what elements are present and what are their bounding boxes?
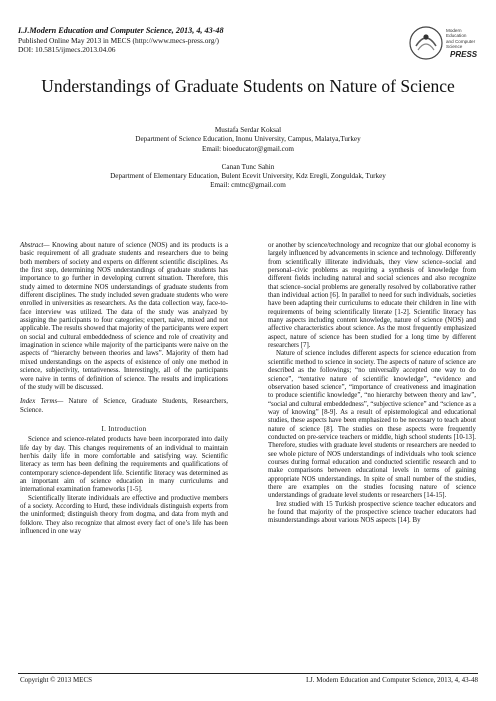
abstract-text: Knowing about nature of science (NOS) and its products is a basic requirement of all graduate students and researchers due to being both members of society and experts on different scientific disciplines. As the first step, determining NOS understandings of graduate students has importance to go further in developing current situation. Therefore, this study aimed to determine NOS understandings of graduate students from different disciplines. The study included seven graduate students who were enrolled in universities as researchers. As the data collection way, face-to-face interview was utilized. The data of the study was analyzed by assigning the participants to four categories; expert, naive, mixed and not applicable. The results showed that majority of the participants were expert on social and cultural embeddedness of science and role of creativity and imagination in science while majority of the participants were naive on the aspects of “hierarchy between theories and laws”. Majority of them had mixed understandings on the aspects of existence of only one method in science, subjectivity, tentativeness. Interestingly, all of the participants were naive in terms of definition of science. The results and implications of the study will be discussed. — [20, 242, 228, 391]
body-paragraph: Science and science-related products have been incorporated into daily life day by day. This changes requirements of an individual to maintain her/his daily life in more comfortable and satisfying way. Scientific literacy as term has been defining the requirements and qualifications of contemporary science-dependent life. Scientific literacy was determined as an important aim of science education in many curriculums and international examination frameworks [1-5]. — [20, 436, 228, 494]
published-line: Published Online May 2013 in MECS (http://www.mecs-press.org/) — [18, 36, 219, 45]
abstract — [20, 242, 228, 392]
author-block — [20, 126, 476, 191]
index-terms — [20, 398, 228, 415]
logo-brand: PRESS — [450, 50, 478, 59]
journal-line: I.J.Modern Education and Computer Science, 2013, 4, 43-48 — [18, 26, 224, 35]
section-heading: I. Introduction — [101, 424, 147, 433]
footer-citation: I.J. Modern Education and Computer Science, 2013, 4, 43-48 — [305, 676, 478, 684]
body-paragraph: Nature of science includes different aspects for science education from scientific method to science in society. The aspects of nature of science are described as the followings; “no universally accepted one way to do science”, “tentative nature of scientific knowledge”, “evidence and observation based science”, “importance of creativeness and imagination to produce scientific knowledge”, “no hierarchy between theory and law”, “social and cultural embeddedness”, “subjective science” and “science as a way of knowing” [8-9]. As a result of epistemological and educational studies, these aspects have been emphasized to be necessary to teach about nature of science [8]. The studies on these aspects were frequently conducted on pre-service teachers or middle, high school students [10-13]. Therefore, studies with graduate level students or researchers are needed to see whole picture of NOS understandings of individuals who took science courses during formal education and conducted scientific research and to make comparisons between educational levels in terms of gaining appropriate NOS understandings. In spite of small number of the studies, there are examples on the studies focusing nature of science understandings of graduate level students or researchers [14-15]. — [268, 350, 476, 500]
body-paragraph: or another by science/technology and recognize that our global economy is largely influenced by advancements in science and technology. Differently from scientifically illiterate individuals, they view science–social and personal–civic problems as requiring a synthesis of knowledge from different fields including natural and social sciences and also recognize that science–social problems are generally resolved by collaborative rather than individual action [6]. In parallel to need for such individuals, societies have been adapting their curriculums to educate their children in line with requirements of being scientifically literate [1-2]. Scientific literacy has many aspects including content knowledge, nature of science (NOS) and affective characteristics about science. As the most frequently emphasized aspect, nature of science has been studied for a long time by different researchers [7]. — [268, 242, 476, 350]
doi-line: DOI: 10.5815/ijmecs.2013.04.06 — [18, 45, 116, 55]
journal-header — [18, 26, 398, 54]
logo-icon — [406, 24, 446, 62]
paper-title: Understandings of Graduate Students on Nature of Science — [41, 76, 455, 96]
footer-rule — [18, 673, 478, 674]
author-name: Canan Tunc Sahin — [221, 162, 275, 171]
author-affiliation: Department of Elementary Education, Bulent Ecevit University, Kdz Eregli, Zonguldak, Turkey — [110, 172, 386, 181]
logo-text: Modern Education and Computer Science — [446, 28, 476, 50]
abstract-label: Abstract— — [20, 242, 50, 249]
author-email: Email: cmtnc@gmail.com — [210, 181, 286, 190]
author-name: Mustafa Serdar Koksal — [214, 126, 282, 134]
right-column — [268, 242, 476, 526]
body-paragraph: Irez studied with 15 Turkish prospective science teacher educators and he found that majority of the prospective science teacher educators had misunderstandings about various NOS aspects [14]. By — [268, 500, 476, 525]
footer-copyright: Copyright © 2013 MECS — [20, 676, 93, 684]
author-affiliation: Department of Science Education, Inonu University, Campus, Malatya,Turkey — [135, 135, 361, 144]
publisher-logo — [406, 24, 478, 62]
left-column — [20, 242, 228, 536]
author-email: Email: bioeducator@gmail.com — [201, 144, 295, 153]
index-terms-text: Nature of Science, Graduate Students, Researchers, Science. — [20, 398, 228, 414]
body-paragraph: Scientifically literate individuals are effective and productive members of a society. According to Hurd, these individuals distinguish experts from the uninformed; distinguish theory from dogma, and data from myth and folklore. They also recognize that almost every fact of one’s life has been influenced in one way — [20, 494, 228, 535]
index-terms-label: Index Terms— — [20, 398, 64, 406]
